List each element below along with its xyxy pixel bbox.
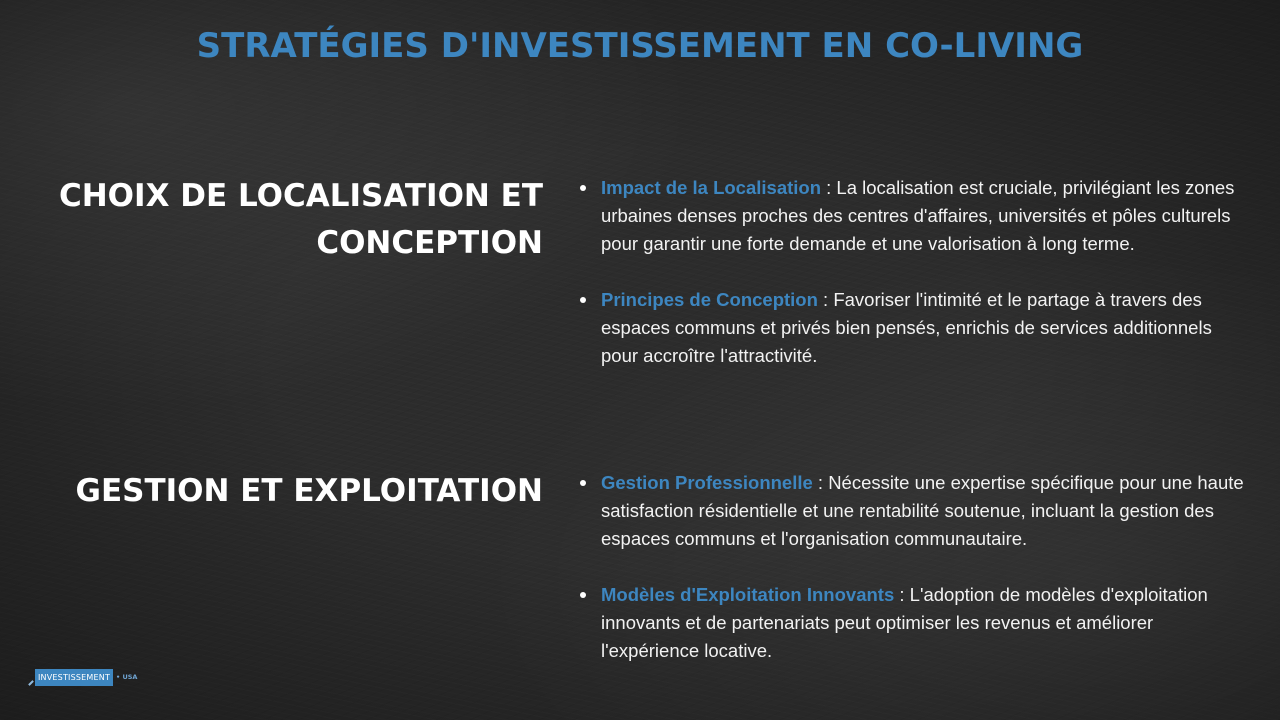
section-heading-localisation: CHOIX DE LOCALISATION ET CONCEPTION [58,178,543,261]
slide-title: STRATÉGIES D'INVESTISSEMENT EN CO-LIVING [196,26,1084,66]
bullet-item [578,581,1248,665]
bullet-list-localisation [578,174,1248,370]
bullet-dot-icon [580,297,586,303]
brand-logo [28,667,137,687]
logo-suffix: • USA [116,673,138,681]
bullet-item [578,174,1248,258]
bullet-label: Modèles d'Exploitation Innovants [601,584,895,605]
bullet-dot-icon [580,185,586,191]
bullet-item [578,286,1248,370]
bullet-text: : Favoriser l'intimité et le partage à travers des espaces communs et privés bien pensés, enrichis de services additionnels pour accroître l'attractivité. [601,289,1212,366]
bullet-label: Impact de la Localisation [601,177,822,198]
logo-mark-icon [28,680,34,686]
section-heading-gestion: GESTION ET EXPLOITATION [75,473,543,509]
bullet-item [578,469,1248,553]
bullet-text: : Nécessite une expertise spécifique pour une haute satisfaction résidentielle et une rentabilité soutenue, incluant la gestion des espaces communs et l'organisation communautaire. [601,472,1244,549]
bullet-text: : La localisation est cruciale, privilégiant les zones urbaines denses proches des centres d'affaires, universités et pôles culturels pour garantir une forte demande et une valorisation à long terme. [601,177,1235,254]
bullet-dot-icon [580,592,586,598]
logo-name: INVESTISSEMENT [35,669,113,686]
bullet-list-gestion [578,469,1248,665]
bullet-dot-icon [580,480,586,486]
bullet-text: : L'adoption de modèles d'exploitation innovants et de partenariats peut optimiser les revenus et améliorer l'expérience locative. [601,584,1208,661]
bullet-label: Principes de Conception [601,289,818,310]
bullet-label: Gestion Professionnelle [601,472,813,493]
